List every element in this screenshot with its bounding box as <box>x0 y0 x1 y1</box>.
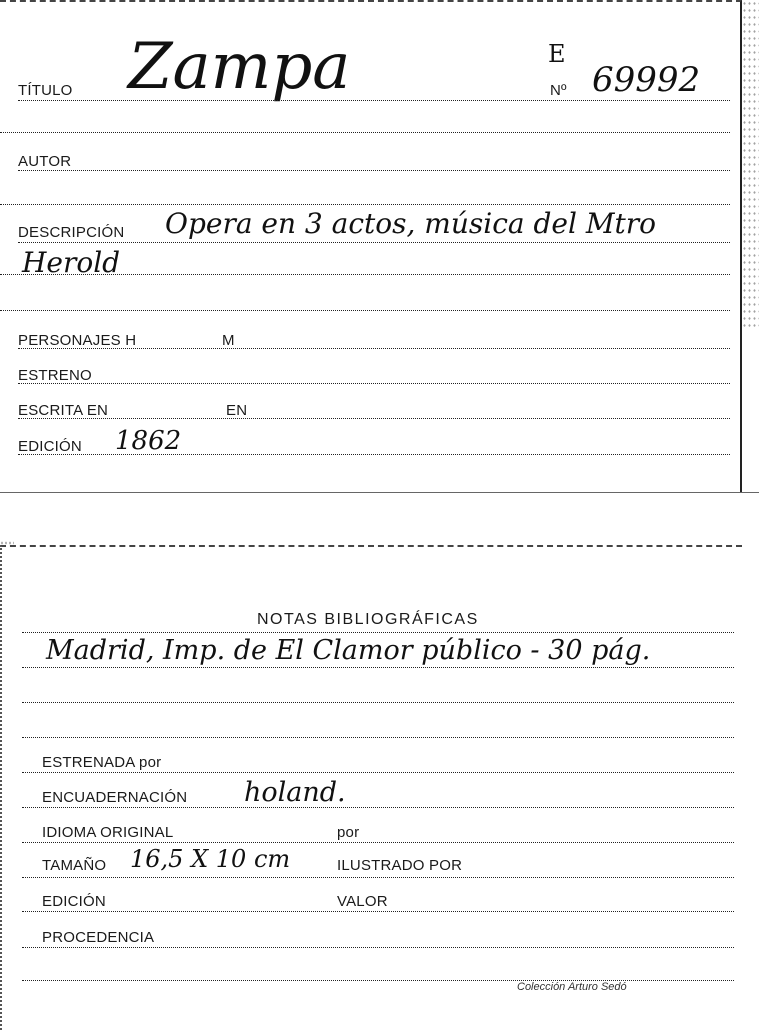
titulo-rule <box>18 100 730 101</box>
titulo-value: Zampa <box>128 30 351 104</box>
edicion-value: 1862 <box>115 426 182 456</box>
collection-stamp: Colección Arturo Sedó <box>517 981 627 993</box>
number-label: Nº <box>550 82 567 99</box>
ilustrado-label: ILUSTRADO POR <box>337 857 463 874</box>
card-divider <box>0 492 759 493</box>
notas-value: Madrid, Imp. de El Clamor público - 30 pág. <box>46 635 651 666</box>
valor-label: VALOR <box>337 893 388 910</box>
encuadernacion-value: holand. <box>244 777 346 808</box>
descripcion-value-line1: Opera en 3 actos, música del Mtro <box>165 207 656 240</box>
notas-title-rule <box>22 632 734 633</box>
estrenada-label: ESTRENADA por <box>42 754 162 771</box>
estreno-label: ESTRENO <box>18 367 92 384</box>
notas-title: NOTAS BIBLIOGRÁFICAS <box>257 611 479 628</box>
procedencia-rule <box>22 947 734 948</box>
encuadernacion-rule <box>22 807 734 808</box>
edicion-rule <box>18 454 730 455</box>
por-label: por <box>337 824 360 841</box>
rule-2 <box>0 204 730 205</box>
personajes-m-label: M <box>222 332 235 349</box>
bottom-rule <box>22 980 734 981</box>
personajes-label: PERSONAJES H <box>18 332 137 349</box>
autor-label: AUTOR <box>18 153 72 170</box>
number-value: 69992 <box>592 60 701 100</box>
estrenada-rule <box>22 772 734 773</box>
catalog-card-front <box>0 0 742 492</box>
tamano-label: TAMAÑO <box>42 857 107 874</box>
en-label: EN <box>226 402 248 419</box>
edicion-back-rule <box>22 911 734 912</box>
notas-rule-1 <box>22 667 734 668</box>
idioma-label: IDIOMA ORIGINAL <box>42 824 174 841</box>
descripcion-value-line2: Herold <box>22 246 121 279</box>
escrita-rule <box>18 418 730 419</box>
catalog-card-back <box>0 545 742 1030</box>
descripcion-rule <box>18 242 730 243</box>
tamano-value: 16,5 X 10 cm <box>130 845 291 873</box>
number-prefix: E <box>548 40 566 68</box>
edicion-back-label: EDICIÓN <box>42 893 106 910</box>
edicion-label: EDICIÓN <box>18 438 82 455</box>
escrita-en-label: ESCRITA EN <box>18 402 109 419</box>
rule-4 <box>0 310 730 311</box>
notas-rule-3 <box>22 737 734 738</box>
estreno-rule <box>18 383 730 384</box>
encuadernacion-label: ENCUADERNACIÓN <box>42 789 188 806</box>
procedencia-label: PROCEDENCIA <box>42 929 155 946</box>
rule-3 <box>0 274 730 275</box>
rule-1 <box>0 132 730 133</box>
autor-rule <box>18 170 730 171</box>
titulo-label: TÍTULO <box>18 82 73 99</box>
personajes-rule <box>18 348 730 349</box>
tamano-rule <box>22 877 734 878</box>
descripcion-label: DESCRIPCIÓN <box>18 224 125 241</box>
idioma-rule <box>22 842 734 843</box>
notas-rule-2 <box>22 702 734 703</box>
